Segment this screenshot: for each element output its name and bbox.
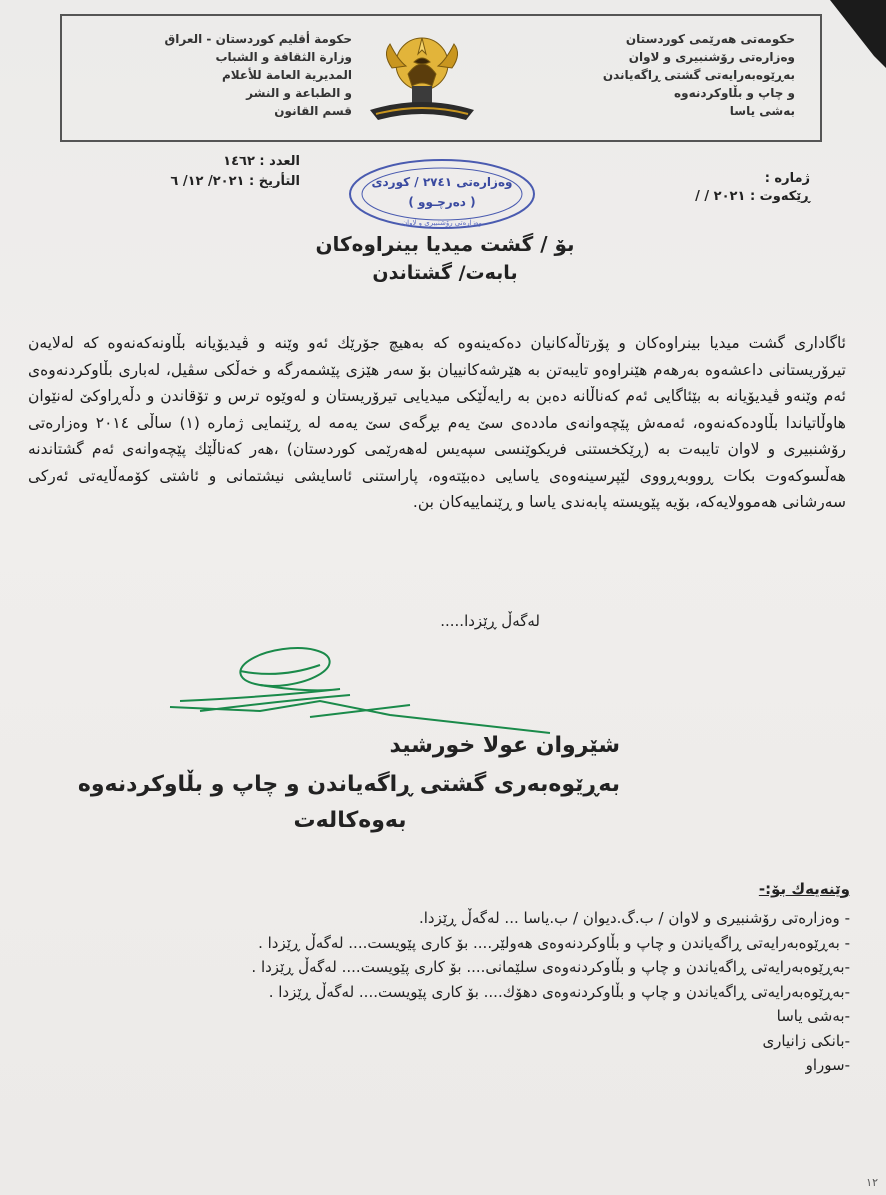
- reference-number-kurdish: ژمارە :: [764, 171, 810, 186]
- cc-item: -بەشی یاسا: [776, 1007, 850, 1025]
- letterhead-arabic-line: المديرية العامة للأعلام: [221, 68, 352, 82]
- page-number: ١٢: [866, 1176, 878, 1189]
- reference-kurdish: [580, 170, 810, 206]
- recipient-line: بۆ / گشت میدیا بینراوەکان: [315, 232, 575, 256]
- cc-heading: وێنەیەك بۆ:-: [758, 880, 850, 898]
- letterhead-kurdish-line: و چاپ و بڵاوکردنەوە: [674, 86, 795, 100]
- letterhead-kurdish-line: حکومەتی هەرێمی کوردستان: [625, 32, 795, 46]
- stamp-ring-text: وەزارەتی رۆشنبیری و لاوان: [401, 219, 483, 227]
- cc-item: - بەڕێوەبەرایەتی ڕاگەیاندن و چاپ و بڵاوکردنەوەی هەولێر.... بۆ کاری پێویست.... لەگەڵ ڕێزدا .: [258, 933, 850, 952]
- letter-body: ئاگاداری گشت میدیا بینراوەکان و پۆرتاڵەکانیان دەکەینەوە کە بەهیچ جۆرێك ئەو وێنە و ڤیدیۆیانە بڵاونەکەنەوە کە لەلایەن تیرۆریستانی داعشەوە بەرهەم هێنراوەو تایبەتن بە هێرشەکانییان بۆ سەر هێزی پێشمەرگە و خەڵکی سڤیل، لەباری بڵاوکردنەوەی ئەم وێنەو ڤیدیۆیانە بە بێئاگایی ئەم کەناڵانە دەبن بە رایەڵێکی میدیایی تیرۆریستان و لەوێوە ترس و تۆقاندن و دڵەڕاوکێ لەنێوان هاوڵاتیاندا بڵاودەکەنەوە، ئەمەش پێچەوانەی ماددەی سێ یەم بڕگەی سێ یەمە لە ڕێنمایی ژمارە (١) ساڵی ٢٠١٤ وەزارەتی رۆشنبیری و لاوان تایبەت بە (ڕێکخستنی فریکوێنسی سپەیس لەهەرێمی کوردستان) ،هەر کەناڵێك پێچەوانەی ئەم گشتاندنە هەڵسوکەوت بکات ڕووبەڕووی لێپرسینەوەی یاسایی دەبێتەوە، پاراستنی ئاسایشی نیشتمانی و ئاشتی کۆمەڵایەتی ئەرکی سەرشانی هەموولایەکە، بۆیە پێویستە پابەندی یاسا و ڕێنماییەکان بن.: [28, 334, 846, 511]
- signer-name: شێروان عولا خورشید: [389, 733, 620, 758]
- cc-item: - وەزارەتی رۆشنبیری و لاوان / ب.گ.دیوان / ب.یاسا ... لەگەڵ ڕێزدا.: [418, 909, 850, 927]
- reference-number: العدد : ١٤٦٢: [223, 154, 300, 169]
- subject-line: بابەت/ گشتاندن: [372, 262, 518, 284]
- letterhead-kurdish-line: بەڕێوەبەرایەتی گشتی ڕاگەیاندن: [602, 68, 795, 82]
- official-stamp: [345, 156, 540, 231]
- reference-arabic: [60, 152, 300, 192]
- signer-title: بەڕێوەبەری گشتی ڕاگەیاندن و چاپ و بڵاوکردنەوە: [77, 772, 620, 797]
- letterhead-arabic-line: و الطباعة و النشر: [246, 86, 352, 100]
- cc-item: -سوراو: [805, 1056, 850, 1074]
- letterhead-kurdish-line: وەزارەتی رۆشنبیری و لاوان: [628, 50, 795, 64]
- kurdistan-emblem-icon: [362, 24, 482, 134]
- cc-item: -بەڕێوەبەرایەتی ڕاگەیاندن و چاپ و بڵاوکردنەوەی سلێمانی.... بۆ کاری پێویست.... لەگەڵ ڕێزدا .: [251, 958, 850, 976]
- handwritten-signature: [160, 645, 560, 735]
- reference-date: التأريخ : ٢٠٢١/ ١٢/ ٦: [170, 174, 300, 189]
- letterhead-arabic-line: حكومة أقليم كوردستان - العراق: [164, 32, 352, 46]
- letterhead-arabic-line: وزارة الثقافة و الشباب: [215, 50, 352, 64]
- letterhead-kurdish-line: بەشی یاسا: [729, 104, 795, 118]
- letterhead: [60, 14, 822, 142]
- stamp-line-2: ( دەرچـوو ): [408, 195, 476, 209]
- closing-regards: لەگەڵ ڕێزدا.....: [440, 612, 540, 630]
- reference-date-kurdish: ڕێکەوت : ٢٠٢١ / /: [695, 189, 810, 204]
- letterhead-arabic: [92, 30, 352, 120]
- stamp-line-1: وەزارەتی ٢٧٤١ / کوردی: [371, 175, 513, 189]
- cc-list: [230, 906, 850, 1078]
- letterhead-kurdish: [535, 30, 795, 120]
- letterhead-arabic-line: قسم القانون: [274, 104, 352, 118]
- signer-title-acting: بەوەکالەت: [293, 808, 407, 833]
- cc-item: -بانکی زانیاری: [762, 1031, 850, 1050]
- cc-item: -بەڕێوەبەرایەتی ڕاگەیاندن و چاپ و بڵاوکردنەوەی دهۆك.... بۆ کاری پێویست.... لەگەڵ ڕێزدا .: [268, 982, 850, 1001]
